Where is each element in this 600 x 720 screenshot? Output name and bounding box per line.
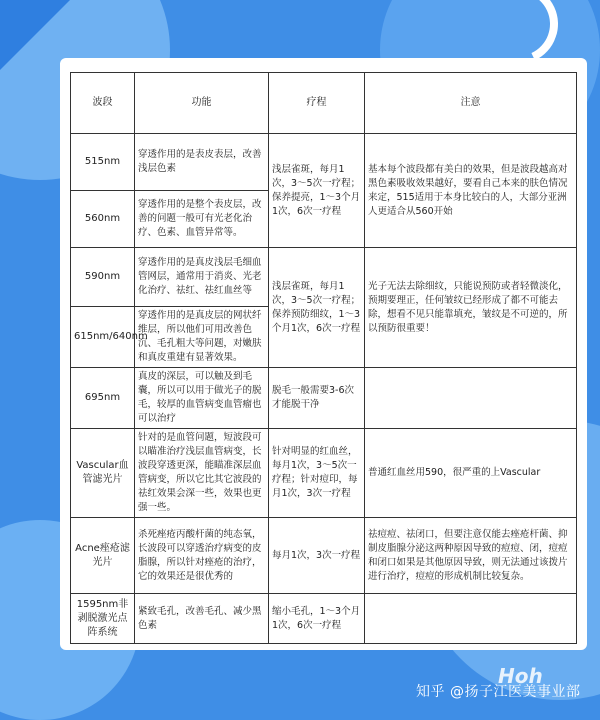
function-cell: 针对的是血管问题，短波段可以瞄准治疗浅层血管病变，长波段穿透更深，能瞄准深层血管病变，所以它比其它波段的祛红效果会深一些，效果也更强一些。 — [135, 429, 269, 518]
content-card — [60, 58, 587, 650]
function-cell: 穿透作用的是表皮表层，改善浅层色素 — [135, 134, 269, 191]
table-row — [71, 248, 577, 307]
function-cell: 真皮的深层，可以触及到毛囊，所以可以用于做光子的脱毛，较厚的血管病变血管瘤也可以治疗 — [135, 368, 269, 429]
course-cell: 针对明显的红血丝，每月1次，3～5次一疗程；针对痘印，每月1次，3次一疗程 — [269, 429, 365, 518]
table-row — [71, 429, 577, 518]
band-cell: 515nm — [71, 134, 135, 191]
ipl-band-table — [70, 72, 577, 644]
note-cell: 基本每个波段都有美白的效果，但是波段越高对黑色素吸收效果越好，要看自己本来的肤色情况来定，515适用于本身比较白的人，大部分亚洲人更适合从560开始 — [365, 134, 577, 248]
corner-decoration — [0, 0, 70, 70]
band-cell: 560nm — [71, 191, 135, 248]
note-cell — [365, 368, 577, 429]
note-cell: 普通红血丝用590，很严重的上Vascular — [365, 429, 577, 518]
course-cell: 浅层雀斑，每月1次，3～5次一疗程；保养提亮，1～3个月1次，6次一疗程 — [269, 134, 365, 248]
note-cell — [365, 594, 577, 644]
function-cell: 紧致毛孔，改善毛孔、减少黑色素 — [135, 594, 269, 644]
note-cell: 光子无法去除细纹，只能说预防或者轻微淡化，预期要理正，任何皱纹已经形成了都不可能去除，想看不见只能靠填充，皱纹是不可逆的，所以预防很重要！ — [365, 248, 577, 368]
table-row — [71, 134, 577, 191]
table-header-row — [71, 73, 577, 134]
note-cell: 祛痘痘、祛闭口，但要注意仅能去痤疮杆菌、抑制皮脂腺分泌这两种原因导致的痘痘、闭，痘痘和闭口如果是其他原因导致，则无法通过该拨片进行治疗，痘痘的形成机制比较复杂。 — [365, 518, 577, 594]
function-cell: 穿透作用的是整个表皮层，改善的问题一般可有光老化治疗、色素、血管异常等。 — [135, 191, 269, 248]
header-course: 疗程 — [269, 73, 365, 134]
header-note: 注意 — [365, 73, 577, 134]
table-row — [71, 518, 577, 594]
course-cell: 脱毛一般需要3-6次才能脱干净 — [269, 368, 365, 429]
header-function: 功能 — [135, 73, 269, 134]
zhihu-watermark: 知乎 @扬子江医美事业部 — [416, 684, 581, 700]
band-cell: Acne痤疮滤光片 — [71, 518, 135, 594]
band-cell: 695nm — [71, 368, 135, 429]
header-band: 波段 — [71, 73, 135, 134]
function-cell: 穿透作用的是真皮浅层毛细血管网层，通常用于消炎、光老化治疗、祛红、祛红血丝等 — [135, 248, 269, 307]
function-cell: 杀死痤疮丙酸杆菌的纯态氧，长波段可以穿透治疗病变的皮脂腺，所以针对痤疮的治疗，它的效果还是很优秀的 — [135, 518, 269, 594]
band-cell: Vascular血管滤光片 — [71, 429, 135, 518]
band-cell: 590nm — [71, 248, 135, 307]
course-cell: 浅层雀斑，每月1次，3～5次一疗程；保养预防细纹，1～3个月1次，6次一疗程 — [269, 248, 365, 368]
brand-logo: Hoh — [498, 664, 543, 688]
course-cell: 缩小毛孔，1～3个月1次，6次一疗程 — [269, 594, 365, 644]
table-row — [71, 368, 577, 429]
table-row — [71, 594, 577, 644]
course-cell: 每月1次，3次一疗程 — [269, 518, 365, 594]
band-cell: 615nm/640nm — [71, 307, 135, 368]
band-cell: 1595nm非剥脱激光点阵系统 — [71, 594, 135, 644]
function-cell: 穿透作用的是真皮层的网状纤维层，所以他们可用改善色沉、毛孔粗大等问题，对嫩肤和真皮重建有显著效果。 — [135, 307, 269, 368]
